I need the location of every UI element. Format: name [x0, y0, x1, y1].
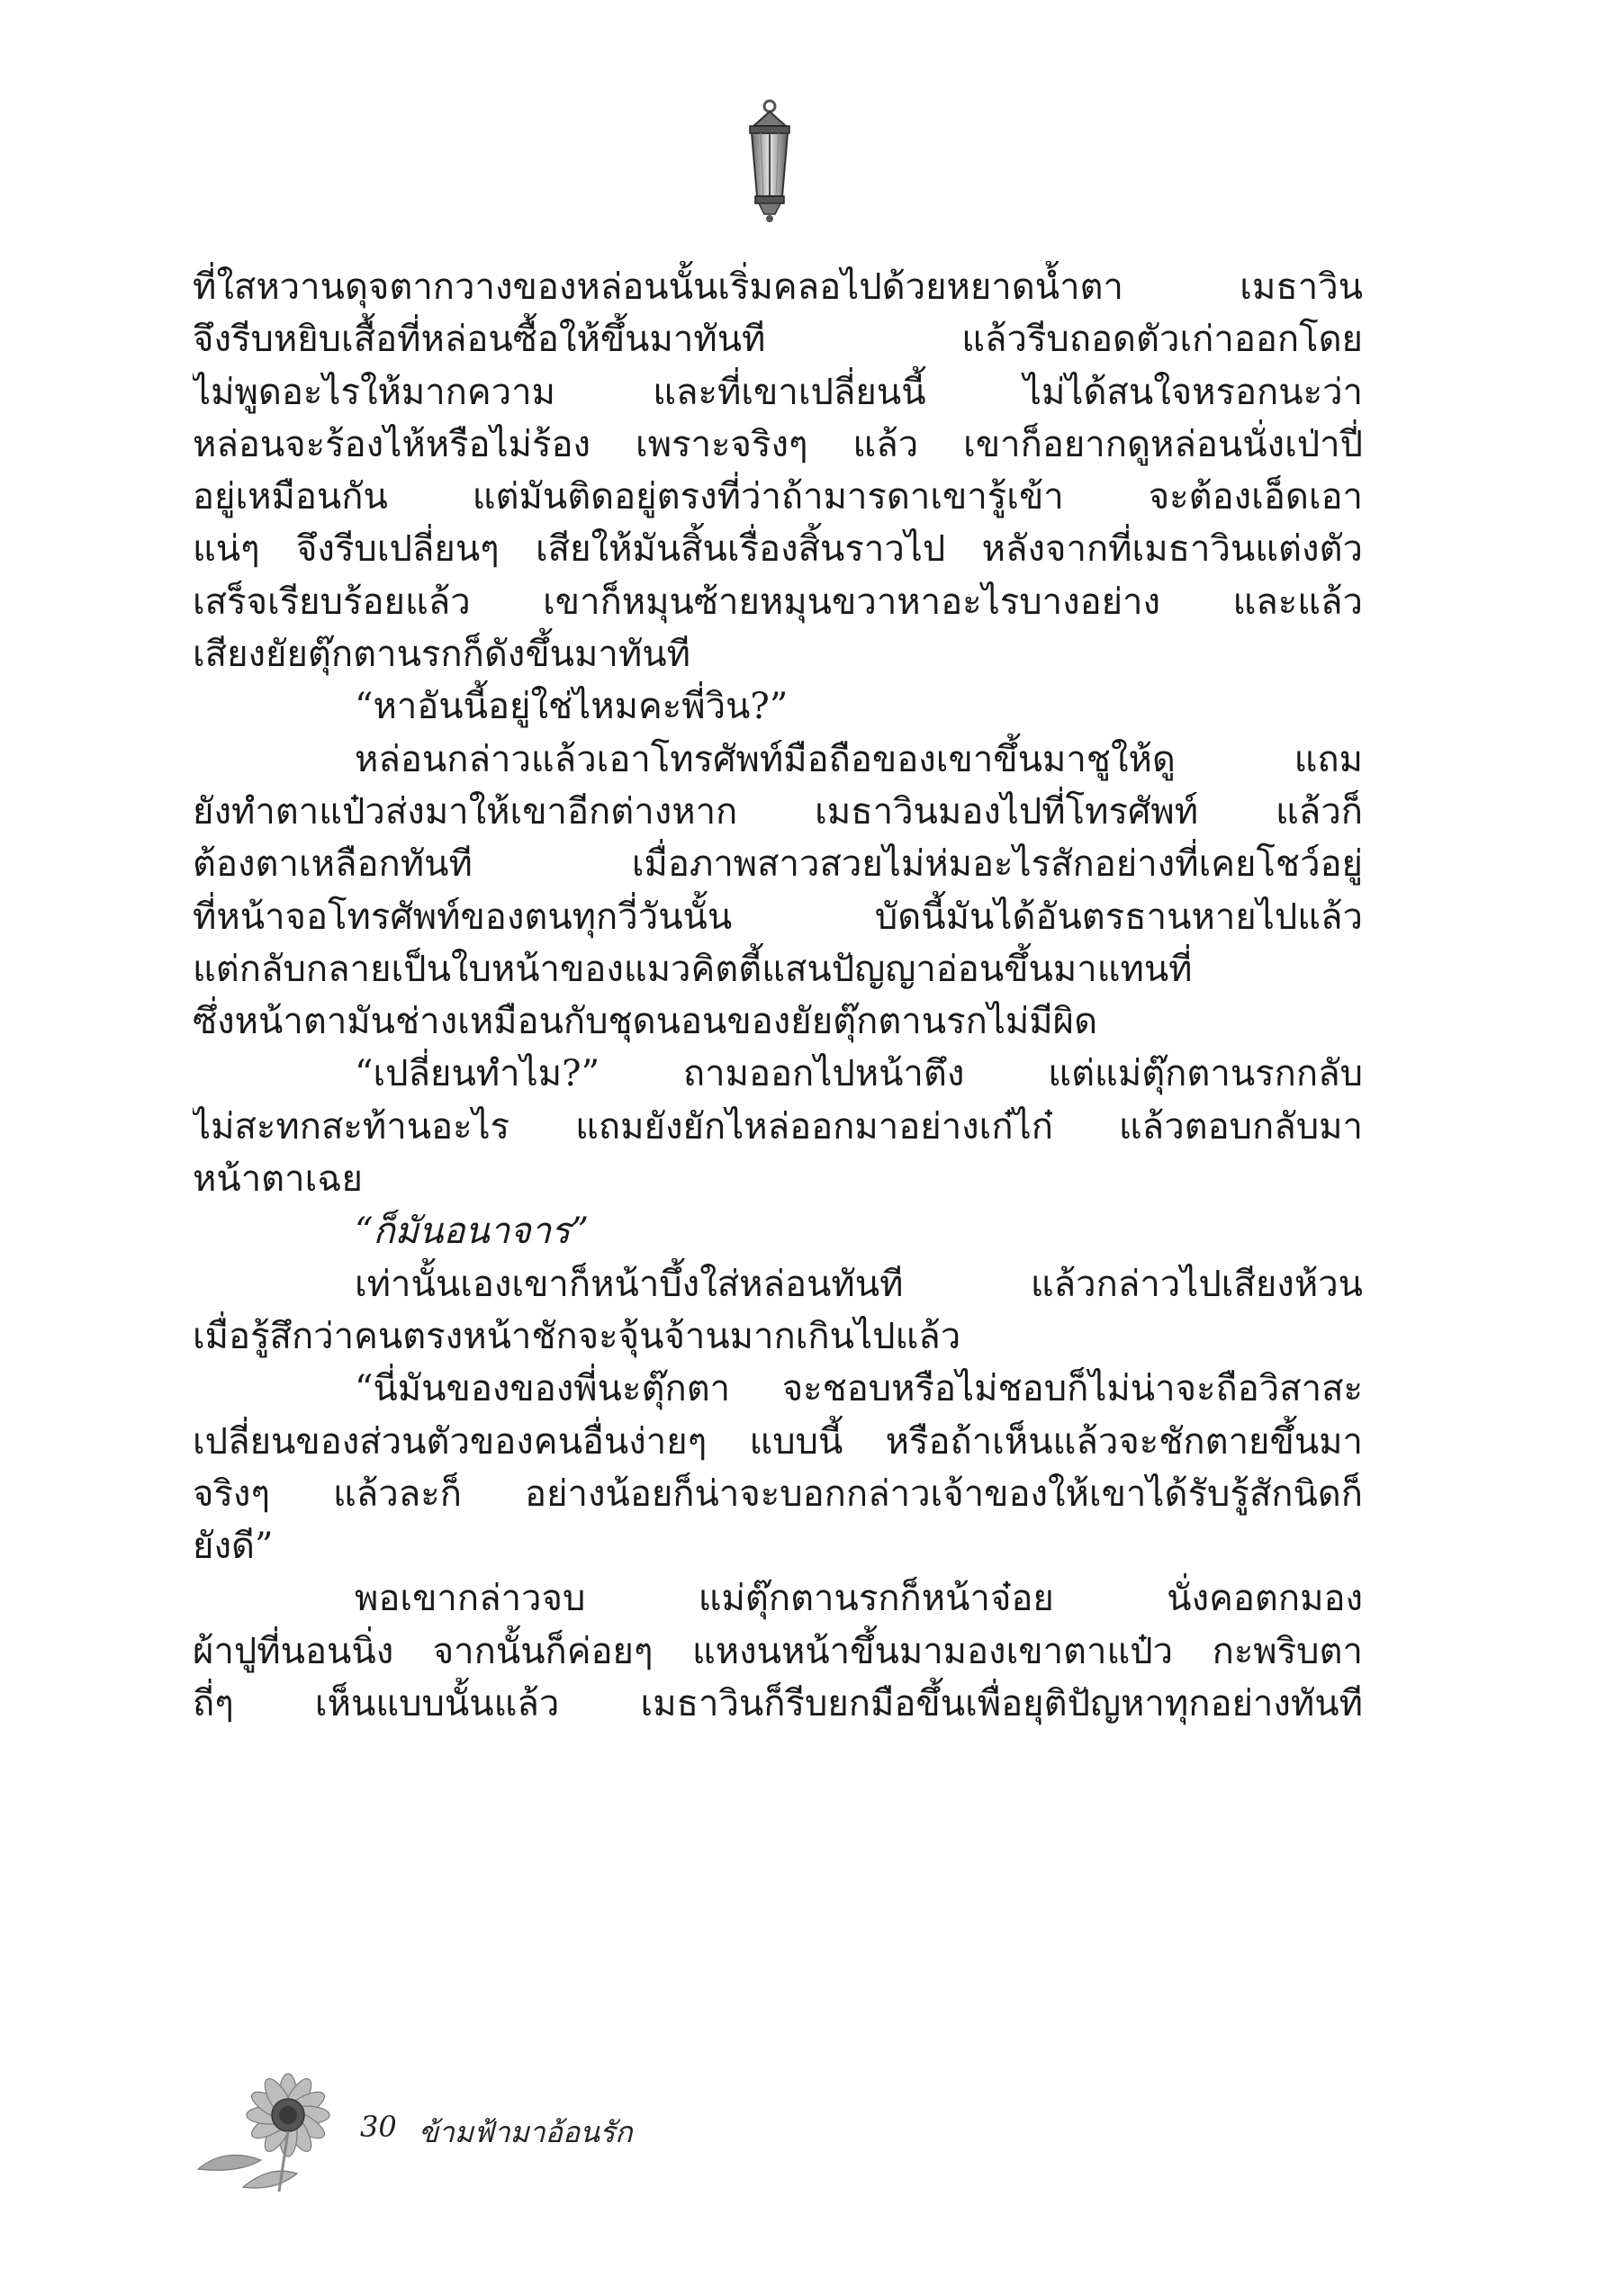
book-title: ข้ามฟ้ามาอ้อนรัก [419, 2115, 633, 2149]
text-line: “เปลี่ยนทำไม?” ถามออกไปหน้าตึง แต่แม่ตุ๊กตานรกกลับ [355, 1053, 1363, 1095]
text-line: แน่ๆ จึงรีบเปลี่ยนๆ เสียให้มันสิ้นเรื่องสิ้นราวไป หลังจากที่เมธาวินแต่งตัว [193, 528, 1363, 571]
text-line: เสร็จเรียบร้อยแล้ว เขาก็หมุนซ้ายหมุนขวาหาอะไรบางอย่าง และแล้ว [193, 581, 1363, 623]
text-line: ที่หน้าจอโทรศัพท์ของตนทุกวี่วันนั้น บัดนี้มันได้อันตรธานหายไปแล้ว [193, 896, 1363, 938]
text-line: ยังทำตาแป๋วส่งมาให้เขาอีกต่างหาก เมธาวินมองไปที่โทรศัพท์ แล้วก็ [193, 790, 1363, 833]
text-line: จริงๆ แล้วละก็ อย่างน้อยก็น่าจะบอกกล่าวเจ้าของให้เขาได้รับรู้สักนิดก็ [193, 1472, 1363, 1515]
text-line: ต้องตาเหลือกทันที เมื่อภาพสาวสวยไม่ห่มอะไรสักอย่างที่เคยโชว์อยู่ [193, 843, 1363, 886]
text-line: “ก็มันอนาจาร” [355, 1211, 590, 1253]
text-line: หล่อนกล่าวแล้วเอาโทรศัพท์มือถือของเขาขึ้นมาชูให้ดู แถม [355, 738, 1363, 780]
text-line: เท่านั้นเองเขาก็หน้าบึ้งใส่หล่อนทันที แล้วกล่าวไปเสียงห้วน [355, 1263, 1363, 1305]
text-line: เสียงยัยตุ๊กตานรกก็ดังขึ้นมาทันที [193, 634, 690, 676]
text-line: พอเขากล่าวจบ แม่ตุ๊กตานรกก็หน้าจ๋อย นั่งคอตกมอง [355, 1578, 1363, 1620]
text-line: ถี่ๆ เห็นแบบนั้นแล้ว เมธาวินก็รีบยกมือขึ้นเพื่อยุติปัญหาทุกอย่างทันที [193, 1683, 1363, 1725]
text-line: หล่อนจะร้องไห้หรือไม่ร้อง เพราะจริงๆ แล้ว เขาก็อยากดูหล่อนนั่งเป่าปี่ [193, 423, 1363, 465]
text-line: เมื่อรู้สึกว่าคนตรงหน้าชักจะจุ้นจ้านมากเกินไปแล้ว [193, 1315, 961, 1357]
lantern-icon [734, 99, 806, 225]
text-line: แต่กลับกลายเป็นใบหน้าของแมวคิตตี้แสนปัญญาอ่อนขึ้นมาแทนที่ [193, 948, 1193, 990]
page-number: 30 [360, 2110, 397, 2144]
body-text [193, 261, 1363, 1730]
text-line: “หาอันนี้อยู่ใช่ไหมคะพี่วิน?” [355, 686, 789, 728]
text-line: ไม่พูดอะไรให้มากความ และที่เขาเปลี่ยนนี้ ไม่ได้สนใจหรอกนะว่า [193, 371, 1363, 413]
text-line: ซึ่งหน้าตามันช่างเหมือนกับชุดนอนของยัยตุ๊กตานรกไม่มีผิด [193, 1001, 1098, 1043]
sunflower-icon [189, 2061, 333, 2196]
text-line: ไม่สะทกสะท้านอะไร แถมยังยักไหล่ออกมาอย่างเก๋ไก๋ แล้วตอบกลับมา [193, 1105, 1363, 1148]
text-line: “นี่มันของของพี่นะตุ๊กตา จะชอบหรือไม่ชอบก็ไม่น่าจะถือวิสาสะ [355, 1368, 1363, 1410]
page-footer [189, 2061, 819, 2196]
text-line: ยังดี” [193, 1526, 274, 1568]
text-line: ผ้าปูที่นอนนิ่ง จากนั้นก็ค่อยๆ แหงนหน้าขึ้นมามองเขาตาแป๋ว กะพริบตา [193, 1630, 1363, 1672]
text-line: ที่ใสหวานดุจตากวางของหล่อนนั้นเริ่มคลอไปด้วยหยาดน้ำตา เมธาวิน [193, 266, 1363, 308]
text-line: จึงรีบหยิบเสื้อที่หล่อนซื้อให้ขึ้นมาทันที แล้วรีบถอดตัวเก่าออกโดย [193, 319, 1363, 361]
text-line: อยู่เหมือนกัน แต่มันติดอยู่ตรงที่ว่าถ้ามารดาเขารู้เข้า จะต้องเอ็ดเอา [193, 476, 1363, 518]
text-line: เปลี่ยนของส่วนตัวของคนอื่นง่ายๆ แบบนี้ หรือถ้าเห็นแล้วจะชักตายขึ้นมา [193, 1420, 1363, 1463]
text-line: หน้าตาเฉย [193, 1158, 363, 1201]
